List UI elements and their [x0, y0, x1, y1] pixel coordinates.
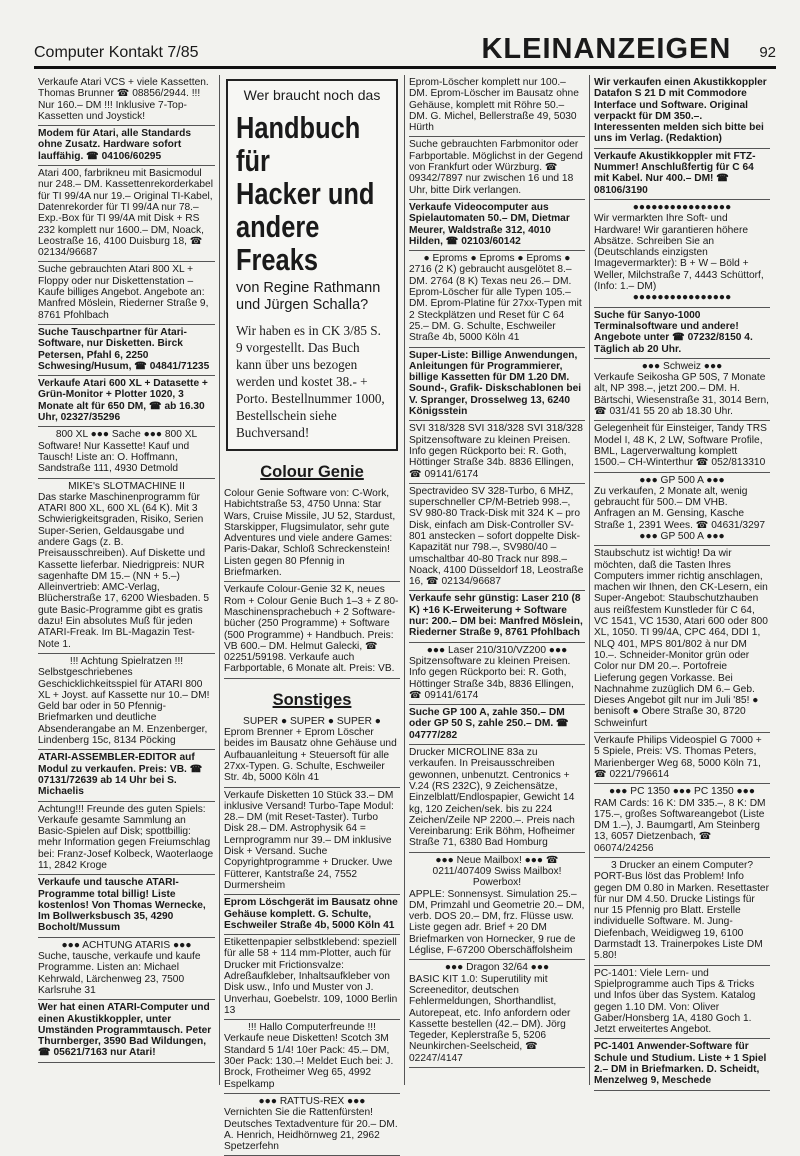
ad-text: Suche, tausche, verkaufe und kaufe Programme. Listen an: Michael Kehrwald, Lärchenweg 23, 7500 Karlsruhe 31	[38, 951, 201, 996]
classified-ad	[38, 75, 215, 126]
ad-text: Suche Tauschpartner für Atari-Software, nur Disketten. Birck Petersen, Pfahl 6, 2250 Schwesing/Husum, ☎ 04841/71235	[38, 326, 210, 372]
classified-ad	[38, 126, 215, 166]
ad-text: Das starke Maschinenprogramm für ATARI 800 XL, 600 XL (64 K). Mit 3 Schwierigkeitsgraden, Risiko, Serien Super-Serien, Geldausgabe und andere Gags (z. B. Preisausschreiben). Auf Diskette und Kassette lieferbar. Niedrigpreis: NUR sagenhafte DM 15.– (NN + 5.–) Alleinvertrieb: AMC-Verlag, Blücherstraße 17, 6200 Wiesbaden. 5 gute Basic-Programme gibt es gratis dazu! Ein absolutes Muß für jeden ATARI-Freak. Im BL-Magazin Test-Note 1.	[38, 491, 210, 650]
ad-heading: 3 Drucker an einem Computer?	[610, 860, 754, 871]
ad-text: Suche für Sanyo-1000 Terminalsoftware und andere! Angebote unter ☎ 07232/8150 4. Täglich ab 20 Uhr.	[594, 309, 753, 355]
ad-text: Vernichten Sie die Rattenfürsten! Deutsches Textadventure für 20.– DM. A. Henrich, Heidhörnweg 21, 2962 Spetzerfehn	[224, 1107, 398, 1153]
ad-text: Colour Genie Software von: C-Work, Habichtstraße 53, 4750 Unna: Star Wars, Cruise Missile, JU 52, Stardust, Starskipper, Flugsimulator, sehr gute Adventures und viele andere Games: Paris-Dakar, Schloß Schreckenstein! Listen gegen 80 Pfennig in Briefmarken.	[224, 488, 396, 579]
ad-text: Verkaufe Atari VCS + viele Kassetten. Thomas Brunner ☎ 08856/2944. !!! Nur 160.– DM !!! Inklusive 7-Top-Kassetten und Joystick!	[38, 77, 209, 122]
ad-text: Spectravideo SV 328-Turbo, 6 MHZ, superschneller CP/M-Betrieb 998.–, SV 980-80 Track-Disk mit 324 K – pro Disk, einfach am Disk-Controller SV-801 anstecken – sofort doppelte Disk-Kapazität nur 798.–, SV980/40 – umschaltbar 40-80 Track nur 898.– Noack, 4100 Düsseldorf 18, Leostraße 16, ☎ 02134/96687	[409, 485, 584, 588]
book-advert-authors: von Regine Rathmann und Jürgen Schalla?	[236, 280, 381, 313]
section-heading-colour-genie	[224, 463, 400, 482]
ad-heading: ● Eproms ● Eproms ● Eproms ●	[423, 253, 571, 265]
ad-heading: ●●● Neue Mailbox! ●●● ☎ 0211/407409 Swiss Mailbox! Powerbox!	[432, 854, 562, 889]
classified-ad	[409, 643, 585, 705]
column-2	[219, 75, 404, 1153]
ad-text: Verkaufe Seikosha GP 50S, 7 Monate alt, NP 398.–, jetzt 200.– DM. H. Bärtschi, Wiesenstraße 31, 3014 Bern, ☎ 031/41 55 20 ab 18.30 Uhr.	[594, 372, 769, 418]
ad-text: Wir verkaufen einen Akustikkoppler Datafon S 21 D mit Commodore Interface und Software. Original verpackt für DM 350.–. Interessenten melden sich bitte bei uns im Verlag. (Redaktion)	[594, 77, 767, 145]
magazine-issue: Computer Kontakt 7/85	[34, 44, 199, 61]
classified-ad	[38, 1000, 215, 1062]
book-title-line: Handbuch für	[236, 110, 361, 178]
sonstiges-ads	[224, 714, 400, 1156]
book-title-line: Hacker und	[236, 176, 375, 211]
classified-ad	[38, 166, 215, 262]
ad-text: Verkaufe Atari 600 XL + Datasette + Grün-Monitor + Plotter 1020, 3 Monate alt für 650 DM, ☎ ab 16.30 Uhr, 02327/35296	[38, 378, 208, 424]
classified-ad	[224, 935, 400, 1020]
classified-ad	[409, 421, 585, 483]
ad-text: Verkaufe Videocomputer aus Spielautomaten 50.– DM, Dietmar Meurer, Waldstraße 312, 4010 Hilden, ☎ 02103/60142	[409, 201, 570, 247]
ad-text: PC-1401 Anwender-Software für Schule und Studium. Liste + 1 Spiel 2.– DM in Briefmarken. D. Scheidt, Menzelweg 9, Meschede	[594, 1041, 767, 1087]
ad-text: Atari 400, farbrikneu mit Basicmodul nur 248.– DM. Kassettenrekorderkabel für TI 99/4A nur 19.– Original TI-Kabel, Datenrekorder für TI 99/4A nur 78.–Exp.-Box für TI 99/4A mit Disk + RS 232 komplett nur 1600.– DM, Noack, Leostraße 16, 4100 Duisburg 18, ☎ 02134/96687	[38, 168, 213, 259]
ad-text: RAM Cards: 16 K: DM 335.–, 8 K: DM 175.–, großes Softwareangebot (Liste DM 1.–), J. Baumgartl, Am Steinberg 13, 6057 Dietzenbach, ☎ 06074/24256	[594, 797, 766, 854]
ad-text: Gelegenheit für Einsteiger, Tandy TRS Model I, 48 K, 2 LW, Software Profile, BML, Lagerverwaltung komplett 1500.– CH-Winterthur ☎ 052/813310	[594, 423, 767, 469]
ad-text: Achtung!!! Freunde des guten Spiels: Verkaufe gesamte Sammlung an Basic-Spielen auf Disk; spottbillig: mehr Information gegen Freiumschlag bei: Franz-Josef Kolbeck, Waoterlaoge 11, 2842 Kroge	[38, 803, 214, 871]
ad-text: Modem für Atari, alle Standards ohne Zusatz. Hardware sofort lauffähig. ☎ 04106/60295	[38, 128, 192, 162]
ad-text: Spitzensoftware zu kleinen Preisen. Info gegen Rückporto bei: R. Goth, Höttinger Straße 34b, 8836 Ellingen, ☎ 09141/6174	[409, 655, 574, 701]
classified-ad	[409, 200, 585, 251]
book-title-line: andere Freaks	[236, 209, 320, 277]
classified-ad	[594, 1039, 770, 1090]
page-header	[34, 26, 776, 69]
classified-ad	[594, 149, 770, 200]
classified-ad	[594, 966, 770, 1040]
classified-ad	[38, 376, 215, 427]
ad-text: Software! Nur Kassette! Kauf und Tausch! Liste an: O. Hoffmann, Sandstraße 111, 4930 Detmold	[38, 440, 190, 475]
classified-ad	[409, 75, 585, 137]
section-heading-sonstiges	[224, 691, 400, 710]
classified-ad	[409, 348, 585, 422]
ad-heading: ●●● PC 1350 ●●● PC 1350 ●●●	[609, 786, 755, 798]
ad-footer: ●●●●●●●●●●●●●●●●	[632, 292, 732, 304]
classified-ad	[224, 788, 400, 896]
ad-text: Staubschutz ist wichtig! Da wir möchten, daß die Tasten Ihres Computers immer richtig anschlagen, machen wir Ihnen, den CK-Lesern, ein Super-Angebot: Staubschutzhauben aus reißfestem Kunstleder für C 64, VC 1541, VC 1530, Atari 600 oder 800 XL, 1050. TI 99/4A, CPC 464, DDI 1, NLQ 401, MPS 801/802 à nur DM 10.–. Schneider-Monitor grün oder Color nur DM 20.–. Portofreie Lieferung gegen Vorkasse. Bei Nachnahme zuzüglich DM 6.– Geb. Dieses Angebot gilt nur im Juli '85! ● benisoft ● Obere Straße 30, 8720 Schweinfurt	[594, 548, 768, 729]
book-advert-intro: Wer braucht noch das	[243, 87, 381, 103]
ad-text: Suche gebrauchten Farbmonitor oder Farbportable. Möglichst in der Gegend von Frankfurt oder Würzburg. ☎ 09342/7897 nur zwischen 16 und 18 Uhr, bitte Dirk verlangen.	[409, 139, 583, 196]
book-advert-text: Wir haben es in CK 3/85 S. 9 vorgestellt. Das Buch kann über uns bezogen werden und kostet 38.- + Porto. Bestellnummer 1000, Bestellschein siehe Buchversand!	[236, 323, 385, 440]
ad-text: Super-Liste: Billige Anwendungen, Anleitungen für Programmierer, billige Kassetten für DM 1.20 DM. Sound-, Grafik- Diskschablonen bei V. Spranger, Drosselweg 13, 6240 Königsstein	[409, 349, 582, 418]
classified-ad	[224, 895, 400, 935]
ad-text: Verkaufe sehr günstig: Laser 210 (8 K) +16 K-Erweiterung + Software nur: 200.– DM bei: Manfred Möslein, Riederner Straße 9, 8761 Pfohlbach	[409, 593, 583, 639]
colour-genie-ads	[224, 486, 400, 679]
ad-text: Suche GP 100 A, zahle 350.– DM oder GP 50 S, zahle 250.– DM. ☎ 04777/282	[409, 707, 569, 741]
classified-ad	[409, 137, 585, 199]
classified-ad	[224, 486, 400, 582]
ad-heading: ●●● RATTUS-REX ●●●	[258, 1095, 366, 1107]
ad-text: Etikettenpapier selbstklebend: speziell für alle 58 + 114 mm-Plotter, auch für Drucker mit Frictionsvalze: Adreßaufkleber, Inhaltsaufkleber von Disk usw., Info und Muster von J. Unverhau, Goebelstr. 109, 1000 Berlin 13	[224, 937, 398, 1016]
classified-ad	[594, 75, 770, 149]
ad-heading: MIKE's SLOTMACHINE II	[68, 480, 185, 492]
classified-ad	[409, 745, 585, 853]
classified-ad	[594, 308, 770, 359]
column-3	[404, 75, 589, 1085]
ad-heading: ●●● Laser 210/310/VZ200 ●●●	[426, 644, 568, 656]
classified-ad	[224, 582, 400, 678]
ad-text: Eprom Löschgerät im Bausatz ohne Gehäuse komplett. G. Schulte, Eschweiler Straße 4b, 5000 Köln 41	[224, 897, 398, 931]
classified-ad	[409, 591, 585, 642]
classified-ad	[594, 359, 770, 421]
book-advert-title	[236, 111, 388, 276]
classified-ad	[38, 325, 215, 376]
ad-text: Verkaufe neue Disketten! Scotch 3M Standard 5 1/4! 10er Pack: 45.– DM, 30er Pack: 130.–! Meldet Euch bei: J. Brock, Frotheimer Weg 65, 4992 Espelkamp	[224, 1033, 394, 1090]
ad-text: PORT-Bus löst das Problem! Info gegen DM 0.80 in Marken. Resettaster für nur DM 4.50. Drucke Listings für nur 15 Pfennig pro Blatt. Erstelle individuelle Software. M. Jung-Diefenbach, Weidigweg 19, 6100 Darmstadt 13. Trainerpokes Liste DM 5.80!	[594, 871, 769, 962]
columns	[34, 75, 776, 1153]
page-number: 92	[759, 44, 776, 61]
ad-heading: ●●●●●●●●●●●●●●●●	[632, 201, 732, 213]
classified-ad	[38, 479, 215, 654]
classified-ad	[409, 705, 585, 745]
ad-text: Eprom-Löscher komplett nur 100.– DM. Eprom-Löscher im Bausatz ohne Gehäuse, komplett mit Röhre 50.– DM. G. Michel, Bellerstraße 49, 5030 Hürth	[409, 77, 579, 134]
ad-heading: 800 XL ●●● Sache ●●● 800 XL	[55, 429, 198, 441]
ad-text: APPLE: Sonnensyst. Simulation 25.– DM, Primzahl und Geometrie 20.– DM, verb. DOS 20.– DM, frz. Flüsse usw. Liste gegen adr. Brief + 20 DM Briefmarken von Hornecker, 9 rue de Léglise, F-67200 Oberschäffolsheim	[409, 888, 585, 957]
classified-ad	[224, 1094, 400, 1156]
ad-text: ATARI-ASSEMBLER-EDITOR auf Modul zu verkaufen. Preis: VB. ☎ 07131/72639 ab 14 Uhr bei S. Michaelis	[38, 752, 203, 798]
ad-heading: !!! Achtung Spielratzen !!!	[69, 655, 184, 667]
classified-ad	[409, 960, 585, 1068]
classified-ad	[594, 733, 770, 784]
ad-text: Verkaufe Disketten 10 Stück 33.– DM inklusive Versand! Turbo-Tape Modul: 28.– DM (mit Reset-Taster). Turbo Disk 28.– DM. Astrophysik 64 = Lernprogramm nur 39.– DM inklusive Disk + Versand. Suche Copyrightprogramme + Drucker. Uwe Fütterer, Kantstraße 24, 7552 Durmersheim	[224, 789, 394, 891]
ad-text: Wer hat einen ATARI-Computer und einen Akustikkoppler, unter Umständen Programmtausch. Peter Thurnberger, 3590 Bad Wildungen, ☎ 05621/7163 nur Atari!	[38, 1002, 212, 1059]
ad-heading: ●●● Dragon 32/64 ●●●	[444, 962, 550, 974]
classified-ad	[594, 784, 770, 858]
column-4	[589, 75, 774, 1085]
classified-ad	[594, 421, 770, 472]
ad-heading: SUPER ● SUPER ● SUPER ●	[243, 715, 381, 727]
section-heading-text: Sonstiges	[272, 690, 352, 709]
ad-text: Zu verkaufen, 2 Monate alt, wenig gebraucht für 500.– DM VHB. Anfragen an M. Gensing, Kasche Straße 1, 2391 Wees. ☎ 04631/3297	[594, 485, 766, 531]
book-advert-box	[226, 79, 398, 451]
ad-text: Verkaufe Philips Videospiel G 7000 + 5 Spiele, Preis: VS. Thomas Peters, Marienberger Weg 68, 5000 Köln 71, ☎ 0221/796614	[594, 735, 762, 780]
classified-ad	[38, 427, 215, 478]
classified-ad	[409, 251, 585, 347]
ad-text: Selbstgeschriebenes Geschicklichkeitsspiel für ATARI 800 XL + Joyst. auf Kassette nur 10.– DM! Geld bar oder in 50 Pfennig-Briefmarken und deutliche Absenderangabe an M. Enzenberger, Lindenberg 15c, 8134 Pöcking	[38, 667, 210, 747]
classified-ad	[224, 714, 400, 788]
classified-ad	[594, 200, 770, 308]
ad-text: 2716 (2 K) gebraucht ausgelötet 8.– DM. 2764 (8 K) Texas neu 26.– DM. Eprom-Löscher für alle Typen 105.– DM. Eprom-Platine für 27xx-Typen mit 2 Steckplätzen und Reset für C 64 25.– DM. G. Schulte, Eschweiler Straße 4b, 5000 Köln 41	[409, 264, 582, 344]
classified-ad	[38, 750, 215, 801]
classified-ad	[38, 802, 215, 876]
ad-text: Verkaufe Akustikkoppler mit FTZ-Nummer! Anschlußfertig für C 64 mit Kabel. Nur 400.– DM! ☎ 08106/3190	[594, 150, 756, 196]
ad-heading: ●●● GP 500 A ●●●	[639, 474, 725, 486]
ad-text: Eprom Brenner + Eprom Löscher beides im Bausatz ohne Gehäuse und Aufbauanleitung + Steuersoft für alle 27xx-Typen. G. Schulte, Eschweiler Str. 4b, 5000 Köln 41	[224, 727, 397, 784]
ad-text: Verkaufe und tausche ATARI-Programme total billig! Liste kostenlos! Von Thomas Wernecke, Im Bollwerksbusch 35, 4290 Bocholt/Mussum	[38, 877, 206, 934]
ad-heading: ●●● ACHTUNG ATARIS ●●●	[61, 939, 192, 951]
classified-ad	[38, 938, 215, 1000]
ad-heading: ●●● Schweiz ●●●	[641, 360, 723, 372]
classified-ad	[38, 654, 215, 750]
section-title: KLEINANZEIGEN	[481, 33, 732, 65]
classified-ad	[409, 484, 585, 592]
ad-text: BASIC KIT 1.0: Superutility mit Screeneditor, deutschen Fehlermeldungen, Shorthandlist, Autorepeat, etc. Info anfordern oder Kassette bestellen (42.– DM). Jörg Tegeder, Keplerstraße 5, 5206 Neunkirchen-Seelscheid, ☎ 02247/4147	[409, 973, 571, 1064]
ad-text: Wir vermarkten Ihre Soft- und Hardware! Wir garantieren höhere Absätze. Schreiben Sie an (Deutschlands einzigsten Imagevermarkter): B + W – Böld + Weller, Milchstraße 7, 4443 Schüttorf, (Info: 1.– DM)	[594, 213, 764, 293]
section-heading-text: Colour Genie	[260, 463, 364, 481]
classified-ad	[594, 546, 770, 733]
ad-text: SVI 318/328 SVI 318/328 SVI 318/328 Spitzensoftware zu kleinen Preisen. Info gegen Rückporto bei: R. Goth, Höttinger Straße 34b. 8836 Ellingen, ☎ 09141/6174	[409, 423, 583, 480]
classified-ad	[594, 473, 770, 547]
ad-text: Verkaufe Colour-Genie 32 K, neues Rom + Colour Genie Buch 1–3 + Z 80-Maschinensprachebuch + 2 Software-bücher (250 Programme) + Software (500 Programme) + Handbuch. Preis: VB 600.– DM. Helmut Galecki, ☎ 02251/59198. Verkaufe auch Farbportable, 6 Monate alt. Preis: VB.	[224, 584, 399, 675]
ad-text: PC-1401: Viele Lern- und Spielprogramme auch Tips & Tricks und Infos über das System. Katalog gegen 1.10 DM. Von: Oliver Gaber/Honsberg 1A, 4180 Goch 1. Jetzt erweitertes Angebot.	[594, 967, 756, 1036]
column-1	[34, 75, 219, 1085]
classified-ad	[224, 1020, 400, 1094]
classified-ad	[38, 262, 215, 324]
ad-text: Drucker MICROLINE 83a zu verkaufen. In Preisausschreiben gewonnen, unbenutzt. Centronics + V.24 (RS 232C), 9 Zeichensätze, Einzelblatt/Endlospapier, Gewicht 14 kg, 120 Zeichen/sek. bis zu 224 Zeichen/Zeile NP 2200.–. Preis nach Vereinbarung: Erik Böhm, Hofheimer Straße 71, 6380 Bad Homburg	[409, 747, 575, 849]
ad-footer: ●●● GP 500 A ●●●	[639, 530, 725, 542]
classified-ad	[409, 853, 585, 961]
classified-ad	[594, 858, 770, 966]
ad-text: Suche gebrauchten Atari 800 XL + Floppy oder nur Diskettenstation – Kaufe billiges Angebot. Angebote an: Manfred Möslein, Riederner Straße 9, 8761 Pfohlbach	[38, 264, 209, 321]
ad-heading: !!! Hallo Computerfreunde !!!	[248, 1022, 376, 1034]
classified-ad	[38, 875, 215, 937]
